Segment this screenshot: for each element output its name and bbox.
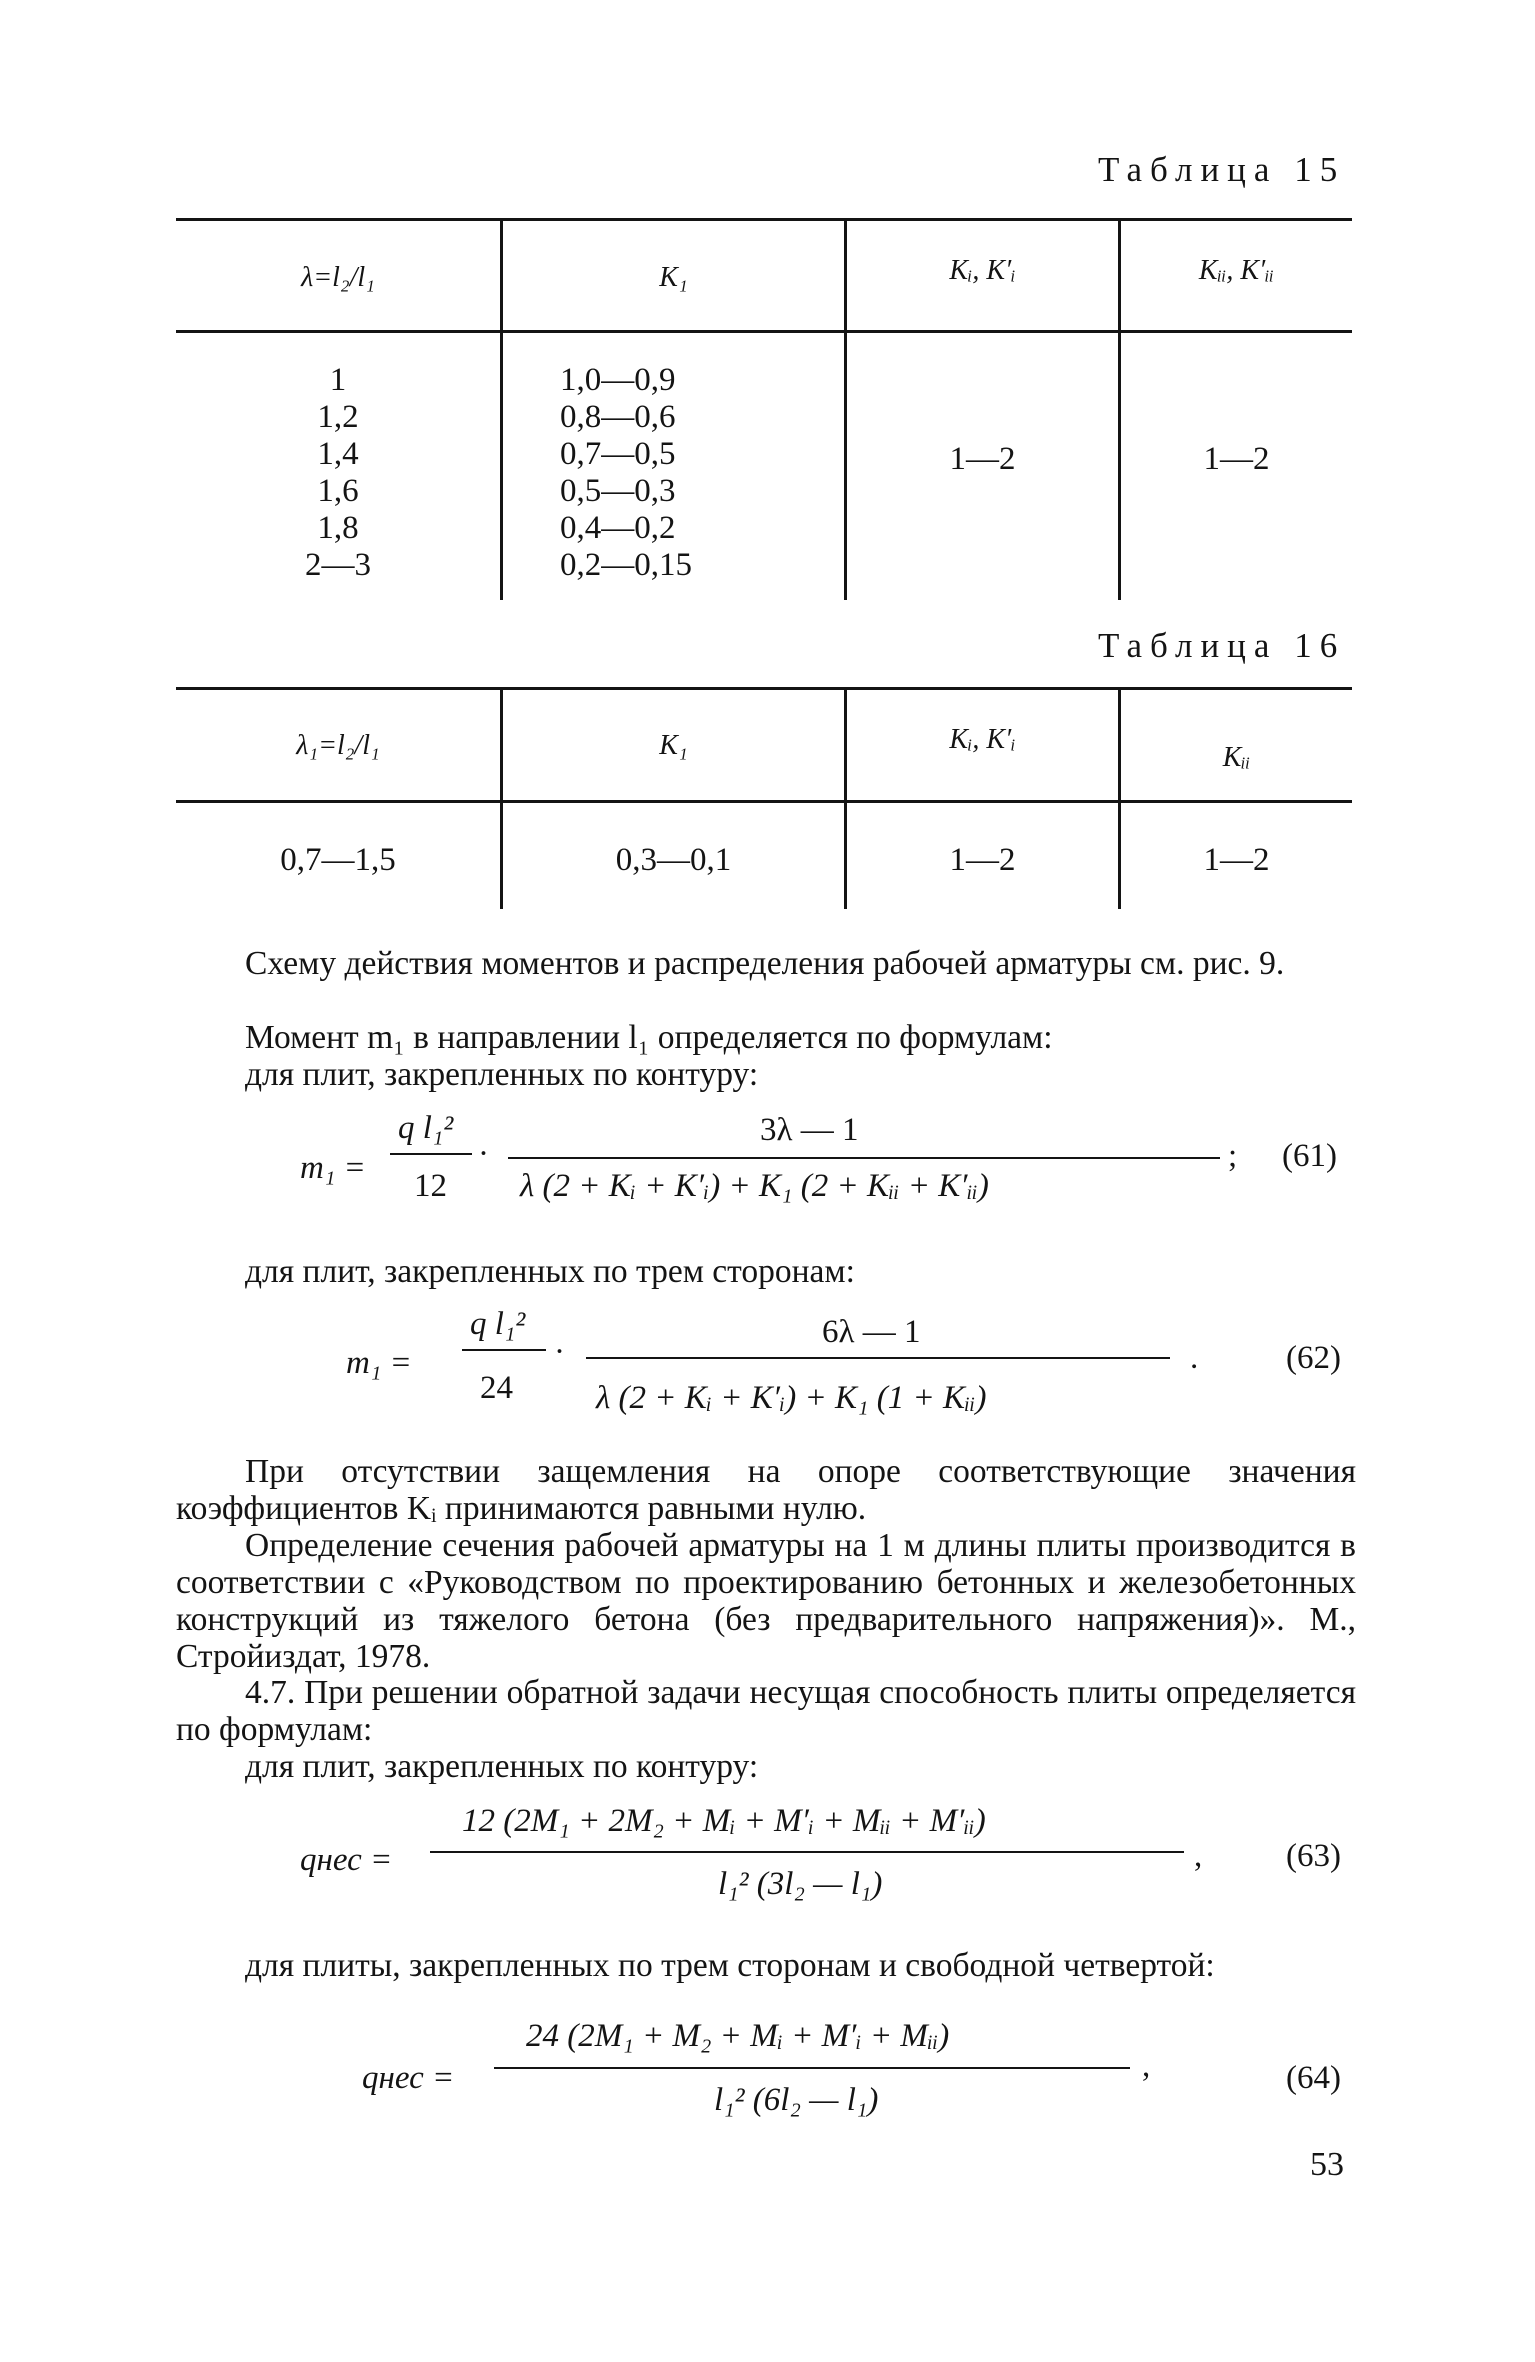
table15-col2-value: 1,0—0,9	[560, 362, 676, 398]
f61-lhs: m₁ =	[300, 1150, 366, 1186]
table16-header-kii: Kᵢᵢ	[1222, 742, 1251, 773]
table15-col1-value: 1,8	[317, 510, 359, 546]
table16-header-lambda: λ₁=l₂/l₁	[296, 730, 380, 761]
paragraph-inverse-task: 4.7. При решении обратной задачи несущая способность плиты определяется по формулам:	[176, 1674, 1356, 1748]
table15-col1-value: 1,2	[317, 399, 359, 435]
paragraph-reinforcement: Определение сечения рабочей арматуры на 1 м длины плиты производится в соответствии с «Руководством по проектированию бетонных и железобетонных конструкций из тяжелого бетона (без предварительного напряжения)». М., Стройиздат, 1978.	[176, 1527, 1356, 1675]
table15-header-kii: Kᵢᵢ, K′ᵢᵢ	[1198, 255, 1275, 286]
paragraph-scheme: Схему действия моментов и распределения рабочей арматуры см. рис. 9.	[245, 945, 1285, 982]
f61-number: (61)	[1282, 1138, 1337, 1174]
f63-den: l₁² (3l₂ — l₁)	[718, 1866, 883, 1902]
table16-top-rule	[176, 687, 1352, 690]
table15-col2	[560, 362, 760, 584]
table15-col2-value: 0,5—0,3	[560, 473, 676, 509]
table16-header-k1: K₁	[659, 730, 688, 761]
table15-col1-value: 2—3	[305, 547, 371, 583]
table15-header-lambda: λ=l₂/l₁	[301, 262, 375, 293]
table15-col2-value: 0,8—0,6	[560, 399, 676, 435]
table15-top-rule	[176, 218, 1352, 221]
f62-frac1-den: 24	[480, 1370, 513, 1406]
f64-number: (64)	[1286, 2060, 1341, 2096]
table15-col1-value: 1,6	[317, 473, 359, 509]
f62-number: (62)	[1286, 1340, 1341, 1376]
f61-tail: ;	[1228, 1138, 1238, 1174]
f62-dot: ·	[554, 1334, 565, 1370]
f63-lhs: qнес =	[300, 1842, 393, 1878]
table15-header-k1: K₁	[659, 262, 688, 293]
table16-cell-k1: 0,3—0,1	[615, 842, 732, 878]
f61-frac1-den: 12	[414, 1168, 447, 1204]
f64-bar	[494, 2067, 1130, 2069]
f61-frac2-bar	[508, 1157, 1220, 1159]
f62-frac1-bar	[462, 1349, 546, 1351]
f61-frac1-bar	[390, 1153, 472, 1155]
paragraph-three-sides-1: для плит, закрепленных по трем сторонам:	[245, 1253, 855, 1290]
table15-header-ki: Kᵢ, K′ᵢ	[949, 255, 1016, 286]
table16-caption: Таблица 16	[1098, 626, 1346, 665]
f62-frac2-den: λ (2 + Kᵢ + K′ᵢ) + K₁ (1 + Kᵢᵢ)	[596, 1380, 987, 1416]
f64-lhs: qнес =	[362, 2060, 455, 2096]
table15-col2-value: 0,7—0,5	[560, 436, 676, 472]
f61-frac2-num: 3λ — 1	[760, 1112, 859, 1148]
f63-num: 12 (2M₁ + 2M₂ + Mᵢ + M′ᵢ + Mᵢᵢ + M′ᵢᵢ)	[462, 1803, 986, 1839]
f64-den: l₁² (6l₂ — l₁)	[714, 2082, 879, 2118]
f64-tail: ,	[1142, 2048, 1151, 2084]
table15-col4-value: 1—2	[1203, 441, 1270, 477]
table15-col2-value: 0,4—0,2	[560, 510, 676, 546]
f62-tail: .	[1190, 1340, 1199, 1376]
f62-frac2-bar	[586, 1357, 1170, 1359]
f61-dot: ·	[478, 1136, 489, 1172]
f62-lhs: m₁ =	[346, 1345, 412, 1381]
table15-col2-value: 0,2—0,15	[560, 547, 692, 583]
paragraph-contour-2: для плит, закрепленных по контуру:	[245, 1748, 759, 1785]
table15-header-rule	[176, 330, 1352, 333]
f62-frac1-num: q l₁²	[470, 1306, 526, 1342]
f61-frac1-num: q l₁²	[398, 1110, 454, 1146]
table16-cell-lambda: 0,7—1,5	[280, 842, 396, 878]
table15-caption: Таблица 15	[1098, 150, 1346, 189]
table16-cell-ki: 1—2	[949, 842, 1016, 878]
table16-cell-kii: 1—2	[1203, 842, 1270, 878]
f63-tail: ,	[1194, 1838, 1203, 1874]
table16-header-rule	[176, 800, 1352, 803]
paragraph-moment: Момент m₁ в направлении l₁ определяется по формулам:	[245, 1019, 1053, 1056]
table15-col1	[176, 362, 500, 584]
table15-col1-value: 1	[329, 362, 347, 398]
table15-col3-value: 1—2	[949, 441, 1016, 477]
f63-bar	[430, 1851, 1184, 1853]
paragraph-three-sides-2: для плиты, закрепленных по трем сторонам и свободной четвертой:	[245, 1947, 1215, 1984]
table16-header-ki: Kᵢ, K′ᵢ	[949, 724, 1016, 755]
f61-frac2-den: λ (2 + Kᵢ + K′ᵢ) + K₁ (2 + Kᵢᵢ + K′ᵢᵢ)	[520, 1168, 989, 1204]
f62-frac2-num: 6λ — 1	[822, 1314, 921, 1350]
table15-col1-value: 1,4	[317, 436, 359, 472]
paragraph-no-clamping: При отсутствии защемления на опоре соответствующие значения коэффициентов Kᵢ принимаются равными нулю.	[176, 1453, 1356, 1527]
f63-number: (63)	[1286, 1838, 1341, 1874]
page-number: 53	[1310, 2146, 1344, 2183]
f64-num: 24 (2M₁ + M₂ + Mᵢ + M′ᵢ + Mᵢᵢ)	[526, 2018, 950, 2054]
paragraph-contour-1: для плит, закрепленных по контуру:	[245, 1056, 759, 1093]
